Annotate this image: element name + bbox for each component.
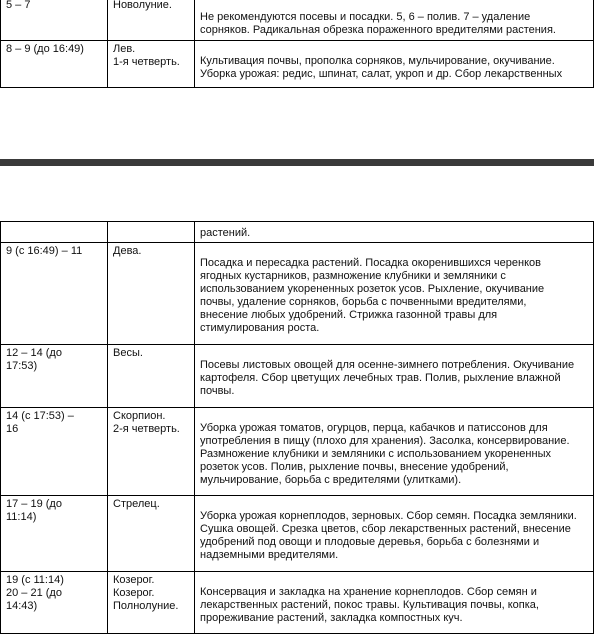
work-text: Не рекомендуются посевы и посадки. 5, 6 – полив. 7 – удаление <box>200 11 531 23</box>
work-text: Посевы листовых овощей для осенне-зимнего потребления. Окучивание <box>200 359 575 371</box>
date-text: 11:14) <box>6 511 37 523</box>
date-text: 9 (с 16:49) – 11 <box>6 245 83 257</box>
table-row <box>1 243 594 345</box>
work-text: Посадка и пересадка растений. Посадка окоренившихся черенков <box>200 257 541 269</box>
calendar-table-top <box>0 0 594 88</box>
calendar-table-bottom <box>0 221 594 634</box>
work-text: надземными вредителями. <box>200 549 339 561</box>
work-text: почвы. <box>200 385 235 397</box>
work-cell <box>195 0 594 41</box>
page-break-divider <box>0 159 594 166</box>
moon-text: Дева. <box>113 245 142 257</box>
date-text: 17:53) <box>6 360 38 372</box>
date-cell <box>1 243 108 345</box>
work-text: Консервация и закладка на хранение корнеплодов. Сбор семян и <box>200 586 537 598</box>
moon-text: 1-я четверть. <box>113 56 180 68</box>
moon-cell <box>108 408 195 496</box>
work-text: Сушка овощей. Срезка цветов, сбор лекарственных растений, внесение <box>200 523 571 535</box>
moon-text: Весы. <box>113 347 143 359</box>
moon-text: Лев. <box>113 43 136 55</box>
work-text: Уборка урожая корнеплодов, зерновых. Сбор семян. Посадка земляники. <box>200 510 577 522</box>
work-text: Уборка урожая: редис, шпинат, салат, укроп и др. Сбор лекарственных <box>200 68 563 80</box>
work-cell <box>195 572 594 634</box>
moon-cell <box>108 41 195 88</box>
work-text: удобрений под овощи и плодовые деревья, борьба с болезнями и <box>200 536 540 548</box>
date-text: 20 – 21 (до <box>6 587 62 599</box>
moon-text: Скорпион. <box>113 410 166 422</box>
work-text: лекарственных растений, покос травы. Культивация почвы, копка, <box>200 599 539 611</box>
work-text: Культивация почвы, прополка сорняков, мульчирование, окучивание. <box>200 55 555 67</box>
table-row <box>1 408 594 496</box>
continuation-text: растений. <box>200 227 251 239</box>
work-text: Уборка урожая томатов, огурцов, перца, кабачков и патиссонов для <box>200 422 548 434</box>
moon-text: Козерог. <box>113 587 155 599</box>
table-row <box>1 0 594 41</box>
date-cell <box>1 345 108 408</box>
work-text: мульчирование, борьба с вредителями (улитками). <box>200 474 462 486</box>
moon-cell <box>108 0 195 41</box>
work-text: картофеля. Сбор цветущих лечебных трав. Полив, рыхление влажной <box>200 372 561 384</box>
date-text: 14 (с 17:53) – <box>6 410 74 422</box>
work-text: ягодных кустарников, размножение клубники и земляники с <box>200 270 506 282</box>
moon-cell <box>108 243 195 345</box>
moon-text: Полнолуние. <box>113 600 179 612</box>
table-row <box>1 496 594 572</box>
work-cell <box>195 41 594 88</box>
date-text: 16 <box>6 423 19 435</box>
work-cell <box>195 408 594 496</box>
date-cell <box>1 222 108 243</box>
work-text: использованием укорененных розеток усов. Рыхление, окучивание <box>200 283 545 295</box>
date-cell <box>1 572 108 634</box>
moon-cell <box>108 572 195 634</box>
table-row <box>1 41 594 88</box>
work-text: внесение любых удобрений. Стрижка газонной травы для <box>200 309 498 321</box>
work-text: Размножение клубники и земляники с использованием укорененных <box>200 448 551 460</box>
moon-text: Стрелец. <box>113 498 160 510</box>
moon-cell <box>108 496 195 572</box>
table-row <box>1 572 594 634</box>
date-text: 19 (с 11:14) <box>6 574 64 586</box>
work-text: употребления в пищу (плохо для хранения). Засолка, консервирование. <box>200 435 570 447</box>
date-cell <box>1 496 108 572</box>
date-text: 17 – 19 (до <box>6 498 62 510</box>
moon-text: Козерог. <box>113 574 155 586</box>
moon-cell <box>108 345 195 408</box>
work-cell <box>195 243 594 345</box>
work-cell <box>195 496 594 572</box>
work-text: сорняков. Радикальная обрезка пораженного вредителями растения. <box>200 24 556 36</box>
work-text: стимулирования роста. <box>200 322 320 334</box>
work-cell <box>195 345 594 408</box>
date-cell <box>1 408 108 496</box>
date-text: 5 – 7 <box>6 0 31 11</box>
moon-text: 2-я четверть. <box>113 423 180 435</box>
date-cell <box>1 0 108 41</box>
moon-cell <box>108 222 195 243</box>
work-text: почвы, удаление сорняков, борьба с почвенными вредителями, <box>200 296 527 308</box>
table-row <box>1 345 594 408</box>
date-text: 8 – 9 (до 16:49) <box>6 43 84 55</box>
work-text: розеток усов. Полив, рыхление почвы, внесение удобрений, <box>200 461 509 473</box>
work-cell <box>195 222 594 243</box>
moon-text: Новолуние. <box>113 0 172 11</box>
table-row <box>1 222 594 243</box>
date-text: 14:43) <box>6 600 38 612</box>
date-text: 12 – 14 (до <box>6 347 62 359</box>
date-cell <box>1 41 108 88</box>
work-text: прореживание растений, закладка компостных куч. <box>200 612 463 624</box>
